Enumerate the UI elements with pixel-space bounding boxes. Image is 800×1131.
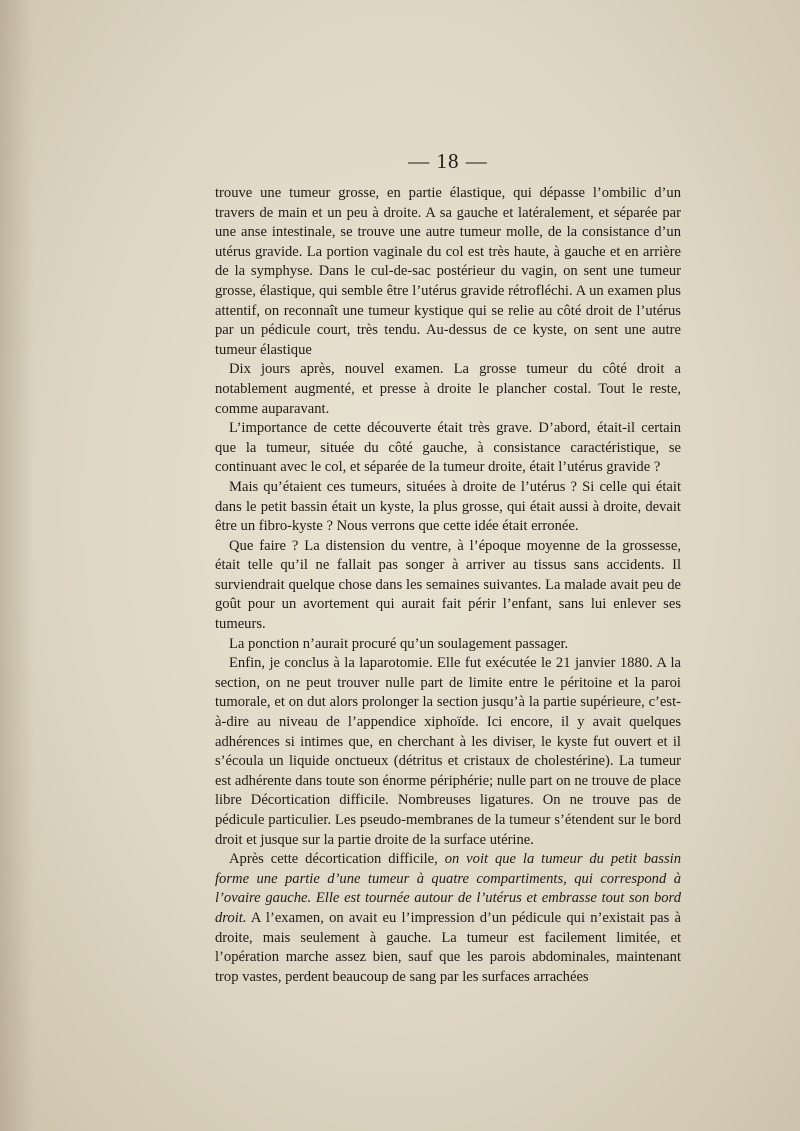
paragraph-1: trouve une tumeur grosse, en partie élastique, qui dépasse l’ombilic d’un travers de main et un peu à droite. A sa gauche et latéralement, et séparée par une anse intestinale, se trouve une autre tumeur molle, de la consistance d’un utérus gravide. La portion vaginale du col est très haute, à gauche et en arrière de la symphyse. Dans le cul-de-sac postérieur du vagin, on sent une tumeur grosse, élastique, qui semble être l’utérus gravide rétrofléchi. A un examen plus attentif, on reconnaît une tumeur kystique qui se relie au côté droit de l’utérus par un pédicule court, très tendu. Au-dessus de ce kyste, on sent une autre tumeur élastique (215, 185, 681, 358)
paragraph-8-tail: A l’examen, on avait eu l’impression d’un pédicule qui n’existait pas à droite, mais seulement à gauche. La tumeur est facilement limitée, et l’opération marche assez bien, sauf que les parois abdominales, maintenant trop vastes, perdent beaucoup de sang par les surfaces arrachées (215, 909, 681, 985)
text-column (215, 148, 681, 987)
paragraph-2: Dix jours après, nouvel examen. La grosse tumeur du côté droit a notablement augmenté, et presse à droite le plancher costal. Tout le reste, comme auparavant. (215, 361, 681, 417)
page-gutter-shadow (0, 0, 34, 1131)
paragraph-6: La ponction n’aurait procuré qu’un soulagement passager. (229, 635, 569, 652)
page-number: — 18 — (408, 149, 488, 173)
paragraph-8 (215, 850, 681, 987)
paragraph-7: Enfin, je conclus à la laparotomie. Elle fut exécutée le 21 janvier 1880. A la section, on ne peut trouver nulle part de limite entre le péritoine et la paroi tumorale, et on dut alors prolonger la section jusqu’à la partie supérieure, c’est-à-dire au niveau de l’appendice xiphoïde. Ici encore, il y avait quelques adhérences si intimes que, en cherchant à les diviser, le kyste fut ouvert et il s’écoula un liquide onctueux (détritus et cristaux de cholestérine). La tumeur est adhérente dans toute son énorme périphérie; nulle part on ne trouve de place libre Décortication difficile. Nombreuses ligatures. On ne trouve pas de pédicule particulier. Les pseudo-membranes de la tumeur s’étendent sur le bord droit et jusque sur la partie droite de la surface utérine. (215, 655, 681, 848)
paragraph-4: Mais qu’étaient ces tumeurs, situées à droite de l’utérus ? Si celle qui était dans le petit bassin était un kyste, la plus grosse, qui était aussi à droite, devait être un fibro-kyste ? Nous verrons que cette idée était erronée. (215, 478, 681, 535)
paragraph-5: Que faire ? La distension du ventre, à l’époque moyenne de la grossesse, était telle qu’il ne fallait pas songer à arriver au tissus sans accidents. Il surviendrait quelque chose dans les semaines suivantes. La malade avait peu de goût pour un avortement qui aurait fait périr l’enfant, sans lui enlever ses tumeurs. (215, 537, 681, 633)
paragraph-8-italic: on voit que la tumeur du petit bassin forme une partie d’une tumeur à quatre compartiments, qui correspond à l’ovaire gauche. Elle est tournée autour de l’utérus et embrasse tout son bord droit. (215, 851, 681, 926)
paragraph-3: L’importance de cette découverte était très grave. D’abord, était-il certain que la tumeur, située du côté gauche, à consistance caractéristique, se continuant avec le col, et séparée de la tumeur droite, était l’utérus gravide ? (215, 420, 681, 476)
paragraph-8-lead: Après cette décortication difficile, (229, 851, 445, 868)
